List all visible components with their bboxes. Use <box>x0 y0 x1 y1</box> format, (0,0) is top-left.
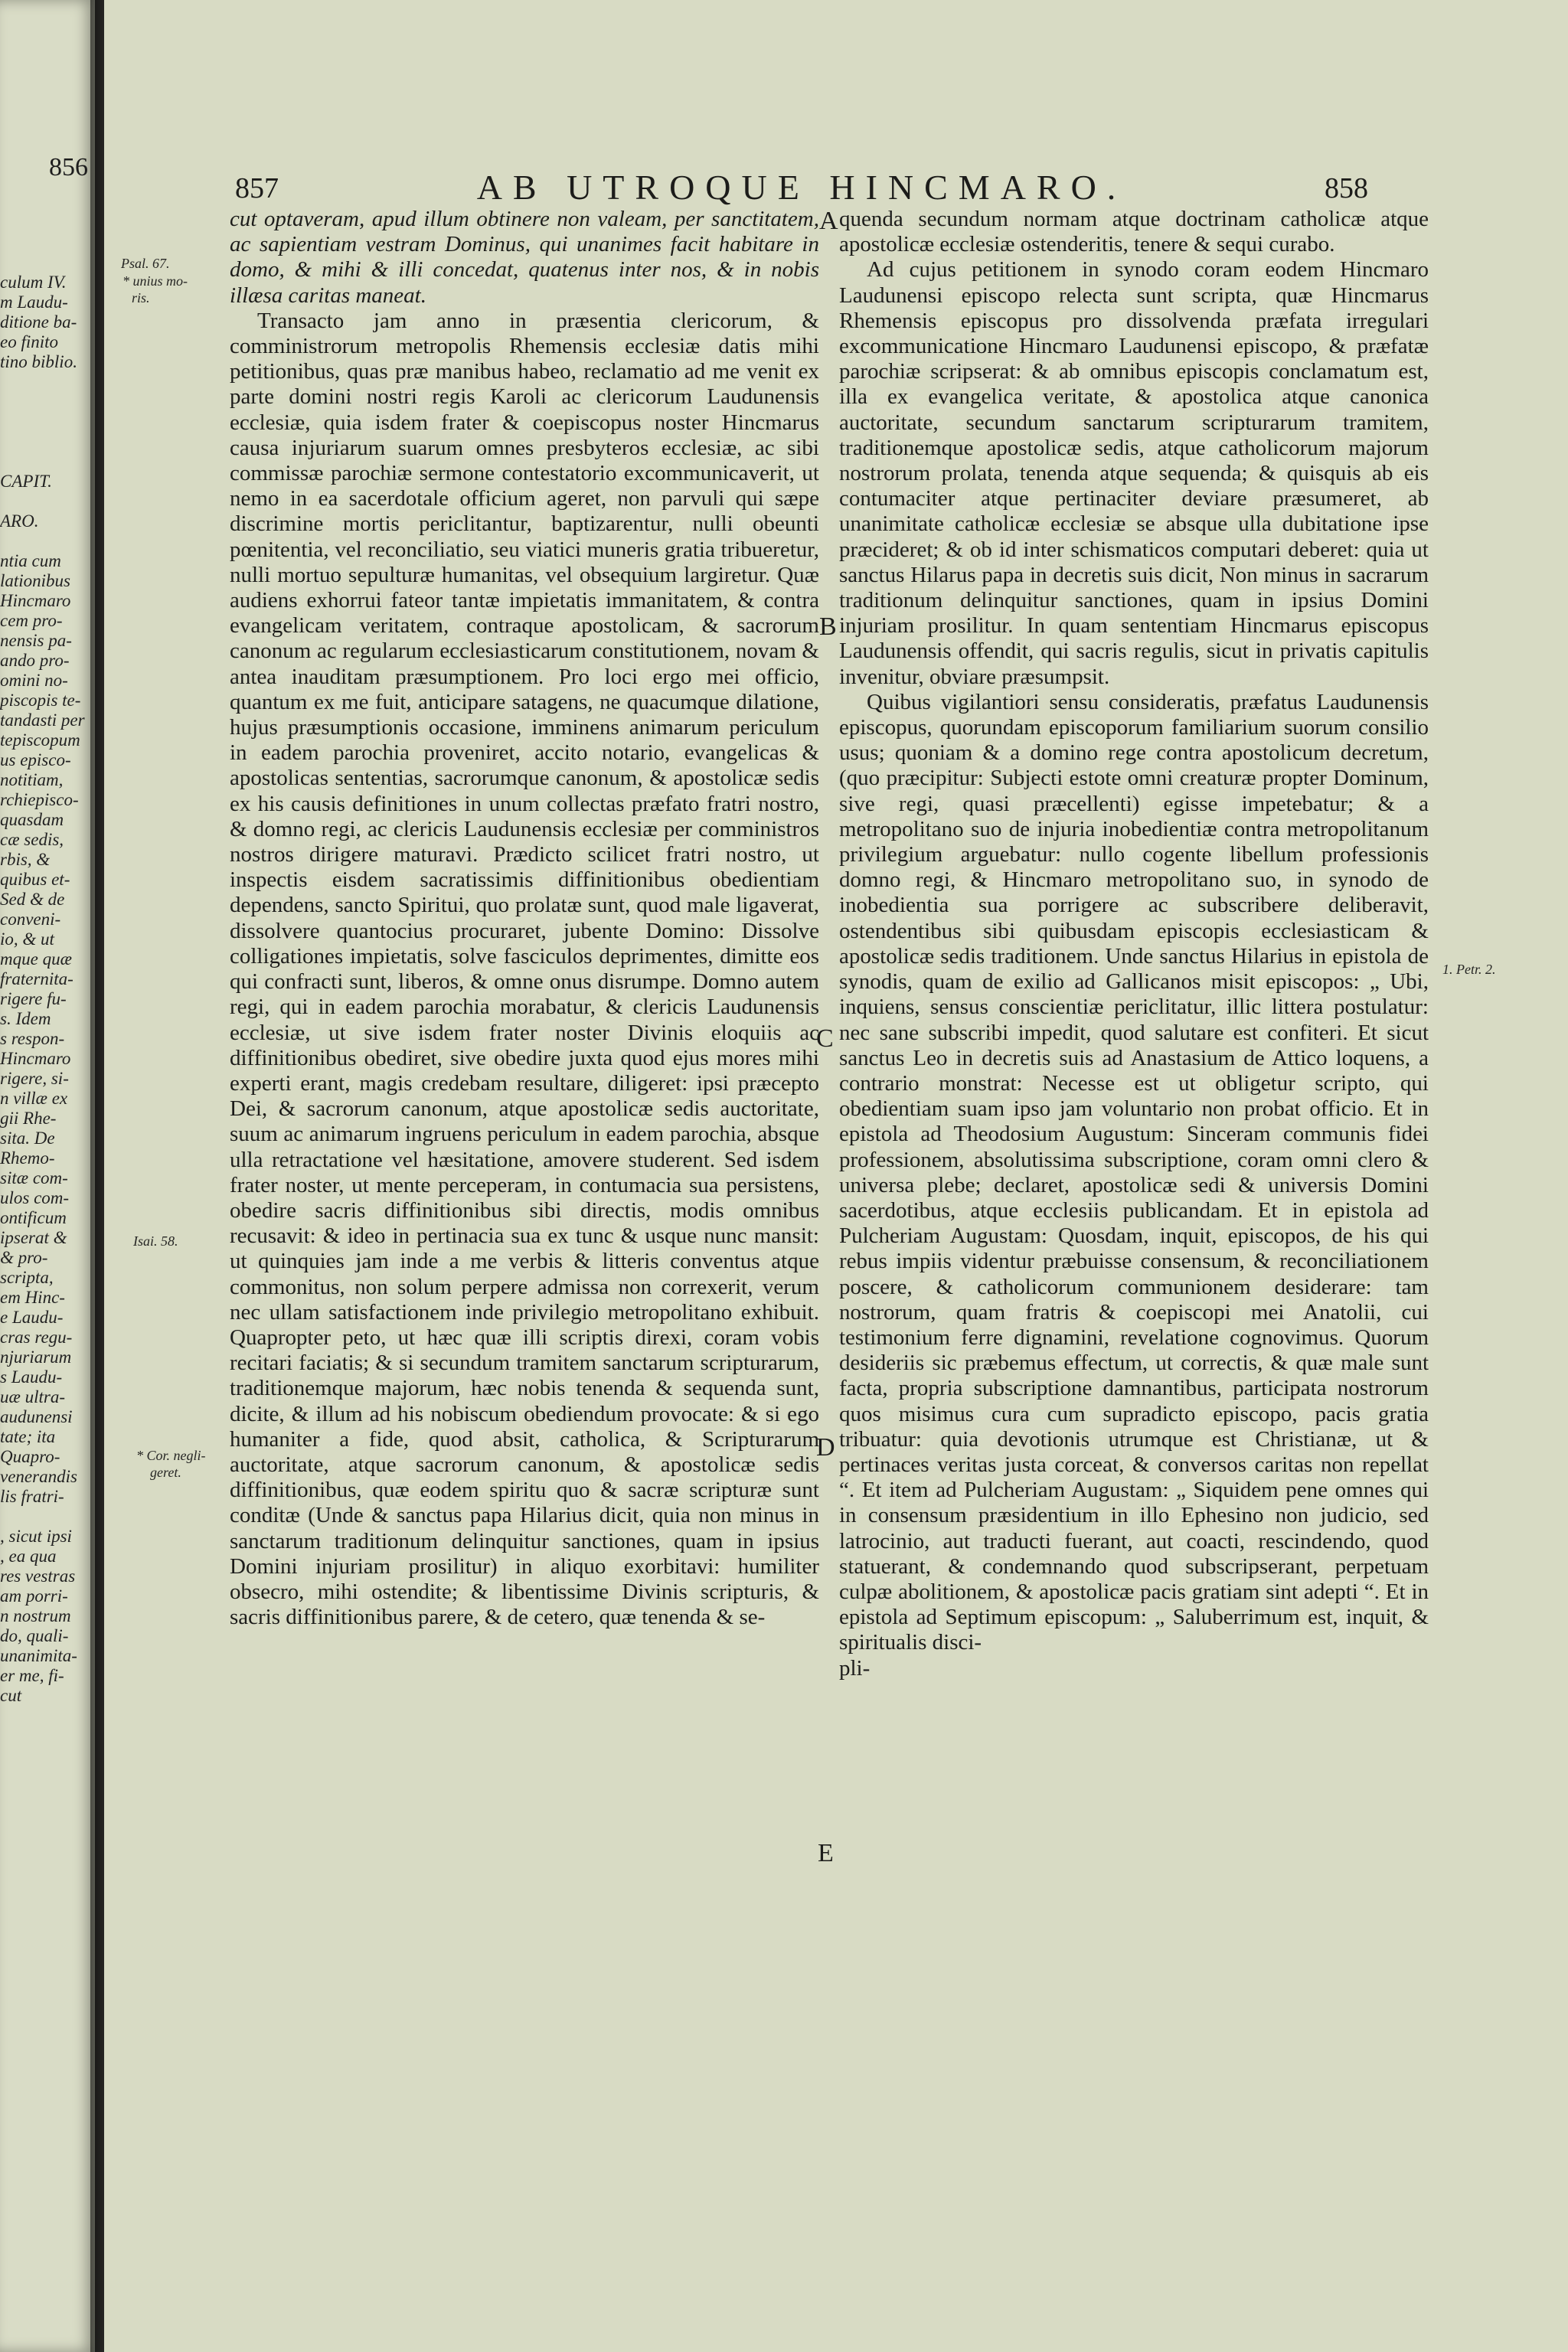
previous-page-line: em Hinc- <box>0 1288 65 1307</box>
previous-page-line: Rhemo- <box>0 1148 55 1168</box>
previous-page-line: njuriarum <box>0 1348 72 1367</box>
previous-page-line <box>0 531 95 551</box>
previous-page-line: CAPIT. <box>0 472 52 491</box>
previous-page-line: quibus et- <box>0 870 70 889</box>
previous-page-line: cut <box>0 1686 22 1705</box>
previous-page-line: ipserat & <box>0 1228 67 1247</box>
paragraph: Quibus vigilantiori sensu consideratis, præfatus Laudunensis episcopus, quorundam episcoporum familiarium suorum consilio usus; quoniam & a domino rege contra apostolicum decretum, (quo præcipitur: Subjecti estote omni creaturæ propter Dominum, sive regi, quasi præcellenti) egisse impetebatur; & a metropolitano suo de injuria inobedientiæ contra metropolitanum privilegium arguebatur: nullo cogente libellum professionis domno regi, & Hincmaro metropolitano suo, in synodo de inobedientia sua porrigere ac subscribere deliberavit, ostendentibus sibi quibusdam episcopis ecclesiasticam & apostolicæ sedis traditionem. Unde sanctus Hilarius in epistola de synodis, quam de exilio ad Gallicanos misit episcopos: „ Ubi, inquiens, sensus conscientiæ periclitatur, illic littera postulatur: nec sane subscribi impedit, quod salutare est confiteri. Et sicut sanctus Leo in decretis suis ad Anastasium de Attico loquens, a contrario monstrat: Necesse est ut obligetur scripto, qui obedientiam suam ipso jam voluntario non probat officio. Et in epistola ad Theodosium Augustum: Sinceram communis fidei professionem, absolutissima subscriptione, coram omni clero & universa plebe; declaret, apostolicæ sedi & universis Domini sacerdotibus, atque ecclesiis publicandam. Et in epistola ad Pulcheriam Augustam: Quosdam, inquit, episcopos, de his qui rebus impiis videntur præbuisse consensum, & reconciliationem poscere, & catholicorum communionem desiderare: tam nostrorum, quam fratris & coepiscopi mei Anatolii, cui testimonium ferre dignamini, revelatione cognovimus. Quorum desideriis sic præbemus effectum, ut correctis, & quæ male sunt facta, propria subscriptione damnantibus, participata nostrorum quos misimus cura cum supradicto episcopo, pacis gratia tribuatur: quia devotionis utrumque est Christianæ, ut & pertinaces veritas justa corceat, & conversos caritas non repellat “. Et item ad Pulcheriam Augustam: „ Siquidem pene omnes qui in consensum præsidentium in illo Ephesino non judicio, sed latrocinio, aut traducti fuerant, aut coacti, rescindendo, quod statuerant, & condemnando quod subscripserant, perpetuam culpæ abolitionem, & apostolicæ pacis gratiam sint adepti “. Et in epistola ad Septimum episcopum: „ Saluberrimum est, inquit, & spiritualis disci- <box>839 689 1429 1655</box>
previous-page-line: do, quali- <box>0 1626 69 1645</box>
previous-page-line: sitæ com- <box>0 1168 68 1187</box>
previous-page-line: s Laudu- <box>0 1367 63 1387</box>
previous-page-line: Quapro- <box>0 1447 60 1466</box>
previous-page-line <box>0 412 95 432</box>
margin-note-unius: * unius mo- <box>122 273 188 289</box>
previous-page-line: , sicut ipsi <box>0 1527 72 1546</box>
previous-page-line: res vestras <box>0 1566 76 1586</box>
section-letter-c: C <box>816 1024 834 1053</box>
previous-page-line: venerandis <box>0 1467 77 1486</box>
previous-page-line: tandasti per <box>0 710 85 730</box>
right-page-number: 858 <box>1325 172 1368 204</box>
previous-page-line: omini no- <box>0 671 68 690</box>
previous-page-line: ntia cum <box>0 551 61 570</box>
previous-page-line: quasdam <box>0 810 64 829</box>
previous-page-line: rigere fu- <box>0 989 67 1008</box>
previous-page-line: n nostrum <box>0 1606 71 1625</box>
previous-page-line: us episco- <box>0 750 71 769</box>
previous-page-line <box>0 233 95 253</box>
previous-page-line <box>0 432 95 452</box>
previous-page-line: cras regu- <box>0 1328 73 1347</box>
paragraph: pli- <box>839 1655 871 1681</box>
margin-note-ris: ris. <box>132 290 150 305</box>
previous-page-line: eo finito <box>0 332 59 351</box>
previous-page-line: notitiam, <box>0 770 64 789</box>
previous-page-line: ditione ba- <box>0 312 77 332</box>
previous-page-line: gii Rhe- <box>0 1109 57 1128</box>
running-header <box>235 167 1368 207</box>
previous-page-text-fragments <box>0 213 95 1706</box>
previous-page-line: cem pro- <box>0 611 63 630</box>
previous-page-line: er me, fi- <box>0 1666 64 1685</box>
previous-page-line: rchiepisco- <box>0 790 79 809</box>
section-letter-d: D <box>816 1433 835 1462</box>
previous-page-line <box>0 253 95 273</box>
previous-page-line: n villæ ex <box>0 1089 68 1108</box>
previous-page-line: ARO. <box>0 511 39 531</box>
book-page <box>104 0 1568 2352</box>
previous-page-line <box>0 392 95 412</box>
previous-page-line: m Laudu- <box>0 292 68 312</box>
left-column <box>230 207 819 1630</box>
previous-page-line: sita. De <box>0 1129 55 1148</box>
previous-page-line: mque quæ <box>0 949 72 969</box>
previous-page-line: unanimita- <box>0 1646 77 1665</box>
margin-note-cor: * Cor. negli- <box>136 1448 206 1463</box>
previous-page-line: s respon- <box>0 1029 65 1048</box>
section-letter-b: B <box>819 612 837 641</box>
paragraph: quenda secundum normam atque doctrinam catholicæ atque apostolicæ ecclesiæ ostenderitis, tenere & sequi curabo. <box>839 207 1429 257</box>
previous-page-line: Sed & de <box>0 890 65 909</box>
previous-page-line: am porri- <box>0 1586 68 1606</box>
previous-page-line: cæ sedis, <box>0 830 64 849</box>
previous-page-line: lationibus <box>0 571 71 590</box>
previous-page-line: ando pro- <box>0 651 70 670</box>
section-letter-e: E <box>818 1839 834 1867</box>
previous-page-line: piscopis te- <box>0 691 81 710</box>
left-page-number: 857 <box>235 172 279 204</box>
previous-page-line: ontificum <box>0 1208 67 1227</box>
previous-page-line <box>0 492 95 511</box>
previous-page-line: tate; ita <box>0 1427 56 1446</box>
previous-page-line: tino biblio. <box>0 352 77 371</box>
right-column <box>839 207 1429 1681</box>
previous-page-line: culum IV. <box>0 273 67 292</box>
previous-page-line <box>0 452 95 472</box>
previous-page-line: Hincmaro <box>0 1049 71 1068</box>
previous-page-line <box>0 372 95 392</box>
margin-note-petr: 1. Petr. 2. <box>1442 962 1496 977</box>
previous-page-line: s. Idem <box>0 1009 51 1028</box>
previous-page-line: tepiscopum <box>0 730 80 750</box>
previous-page-line: audunensi <box>0 1407 73 1426</box>
previous-page-line: io, & ut <box>0 929 54 949</box>
previous-page-line: , ea qua <box>0 1547 57 1566</box>
previous-page-number: 856 <box>49 153 88 181</box>
paragraph: Ad cujus petitionem in synodo coram eodem Hincmaro Laudunensi episcopo relecta sunt scripta, quæ Hincmarus Rhemensis episcopus pro dissolvenda præfata irregulari excommunicatione Hincmaro Laudunensi episcopo, & præfatæ parochiæ scripserat: & ab omnibus episcopis conclamatum est, illa ex evangelica veritate, & apostolica atque canonica auctoritate, secundum sanctarum scripturarum tramitem, traditionemque apostolicæ sedis, atque catholicorum majorum nostrorum prolata, tenenda atque sequenda; & quisquis ab eis contumaciter atque pertinaciter deviare præsumeret, ab unanimitate catholicæ ecclesiæ se absque ulla dubitatione ipse præcideret; & ob id inter schismaticos computari deberet: quia ut sanctus Hilarus papa in decretis suis dicit, Non minus in sacrarum traditionum delinquitur sanctiones, quam in ipsius Domini injuriam prosilitur. In quam sententiam Hincmarus episcopus Laudunensis offendit, qui sacris regulis, sicut in privatis capitulis invenitur, obviare præsumpsit. <box>839 257 1429 689</box>
paragraph: cut optaveram, apud illum obtinere non valeam, per sanctitatem, ac sapientiam vestram Dominus, qui unanimes facit habitare in domo, & mihi & illi concedat, quatenus inter nos, & in nobis illæsa caritas maneat. <box>230 207 819 308</box>
paragraph: Transacto jam anno in præsentia clericorum, & comministrorum metropolis Rhemensis ecclesiæ datis mihi petitionibus, quas præ manibus habeo, reclamatio ad me venit ex parte domini nostri regis Karoli ac clericorum Laudunensis ecclesiæ, quia isdem frater & coepiscopus noster Hincmarus causa injuriarum suarum omnes presbyteros ecclesiæ, ac sibi commissæ parochiæ sermone contestatorio excommunicaverit, ut nemo in ea sacerdotale officium ageret, non parvuli qui sæpe discrimine mortis periclitantur, baptizarentur, nulli obeunti pœnitentia, vel reconciliatio, seu viatici muneris gratia tribueretur, nulli mortuo sepulturæ humanitas, vel obsequium largiretur. Quæ audiens exhorrui fateor tantæ impietatis immanitatem, & contra evangelicam veritatem, contraque apostolicam, & sacrorum canonum ac regularum ecclesiasticarum constitutionem, novam & antea inauditam præsumptionem. Pro loci ergo mei officio, quantum ex me fuit, anticipare satagens, ne quacumque dilatione, hujus præsumptionis occasione, imminens animarum periculum in eadem parochia proveniret, accito notario, evangelicas & apostolicas sententias, sacrorumque canonum, & apostolicæ sedis ex his causis definitiones in unum collectas præfato fratri nostro, & domno regi, ac clericis Laudunensis ecclesiæ per comministros nostros dirigere maturavi. Prædicto scilicet fratri nostro, ut inspectis eisdem sacratissimis diffinitionibus obedientiam dependens, sancto Spiritui, quo prolatæ sunt, quod male ligaverat, dissolvere quantocius procuraret, jubente Domino: Dissolve colligationes impietatis, solve fasciculos deprimentes, dimitte eos qui confracti sunt, liberos, & omne onus disrumpe. Domno autem regi, qui in eadem parochia morabatur, & clericis Laudunensis ecclesiæ, ut sive isdem frater noster Divinis eloquiis ac diffinitionibus obediret, sive obedire juxta quod ejus mores mihi experti erant, magis credebam resultare, diligeret: ipsi præcepto Dei, & sacrorum canonum, atque apostolicæ sedis auctoritate, suum ac animarum ingruens periculum in eadem parochia, absque ulla retractatione vel hæsitatione, amovere studerent. Sed isdem frater noster, ut mente perceperam, in contumacia sua persistens, obedire sacris diffinitionibus sibi directis, modis omnibus recusavit: & ideo in pertinacia sua ex tunc & usque nunc mansit: ut quinquies jam inde a me verbis & litteris conventus atque commonitus, non solum perpere admissa non correxerit, verum nec ullam satisfactionem inde privilegio metropolitano exhibuit. Quapropter peto, ut hæc quæ illi scriptis direxi, coram vobis recitari faciatis; & si secundum tramitem sanctarum scripturarum, traditionemque majorum, hæc nobis tenenda & sequenda sunt, dicite, & illum ad his nobiscum obediendum provocate: & si ego humaniter a fide, quod absit, catholica, & Scripturarum auctoritate, atque sacrorum canonum, & apostolicæ sedis diffinitionibus, quæ eodem spiritu quo & sacræ scripturæ sunt conditæ (Unde & sanctus papa Hilarius dicit, quia non minus in sanctarum traditionum delinquitur sanctiones, quam in ipsius Domini injuriam prosilitur) in aliquo exorbitavi: humiliter obsecro, mihi ostendite; & libentissime Divinis scripturis, & sacris diffinitionibus parere, & de cetero, quæ tenenda & se- <box>230 308 819 1630</box>
previous-page-line: e Laudu- <box>0 1308 64 1327</box>
margin-note-psal: Psal. 67. <box>121 256 170 271</box>
running-title: AB UTROQUE HINCMARO. <box>476 168 1127 207</box>
previous-page-line: fraternita- <box>0 969 74 988</box>
margin-note-isai: Isai. 58. <box>133 1233 178 1249</box>
previous-page-line: lis fratri- <box>0 1487 64 1506</box>
previous-page-line: & pro- <box>0 1248 48 1267</box>
previous-page-line <box>0 213 95 233</box>
previous-page-line: nensis pa- <box>0 631 72 650</box>
previous-page-line: rigere, si- <box>0 1069 69 1088</box>
previous-page-line: Hincmaro <box>0 591 71 610</box>
previous-page-line: uæ ultra- <box>0 1387 65 1406</box>
previous-page-edge <box>0 0 95 2352</box>
previous-page-line: ulos com- <box>0 1188 70 1207</box>
previous-page-line <box>0 1507 95 1527</box>
margin-note-geret: geret. <box>150 1465 181 1480</box>
section-letter-a: A <box>819 207 838 235</box>
previous-page-line: scripta, <box>0 1268 54 1287</box>
previous-page-line: rbis, & <box>0 850 51 869</box>
previous-page-line: conveni- <box>0 910 61 929</box>
